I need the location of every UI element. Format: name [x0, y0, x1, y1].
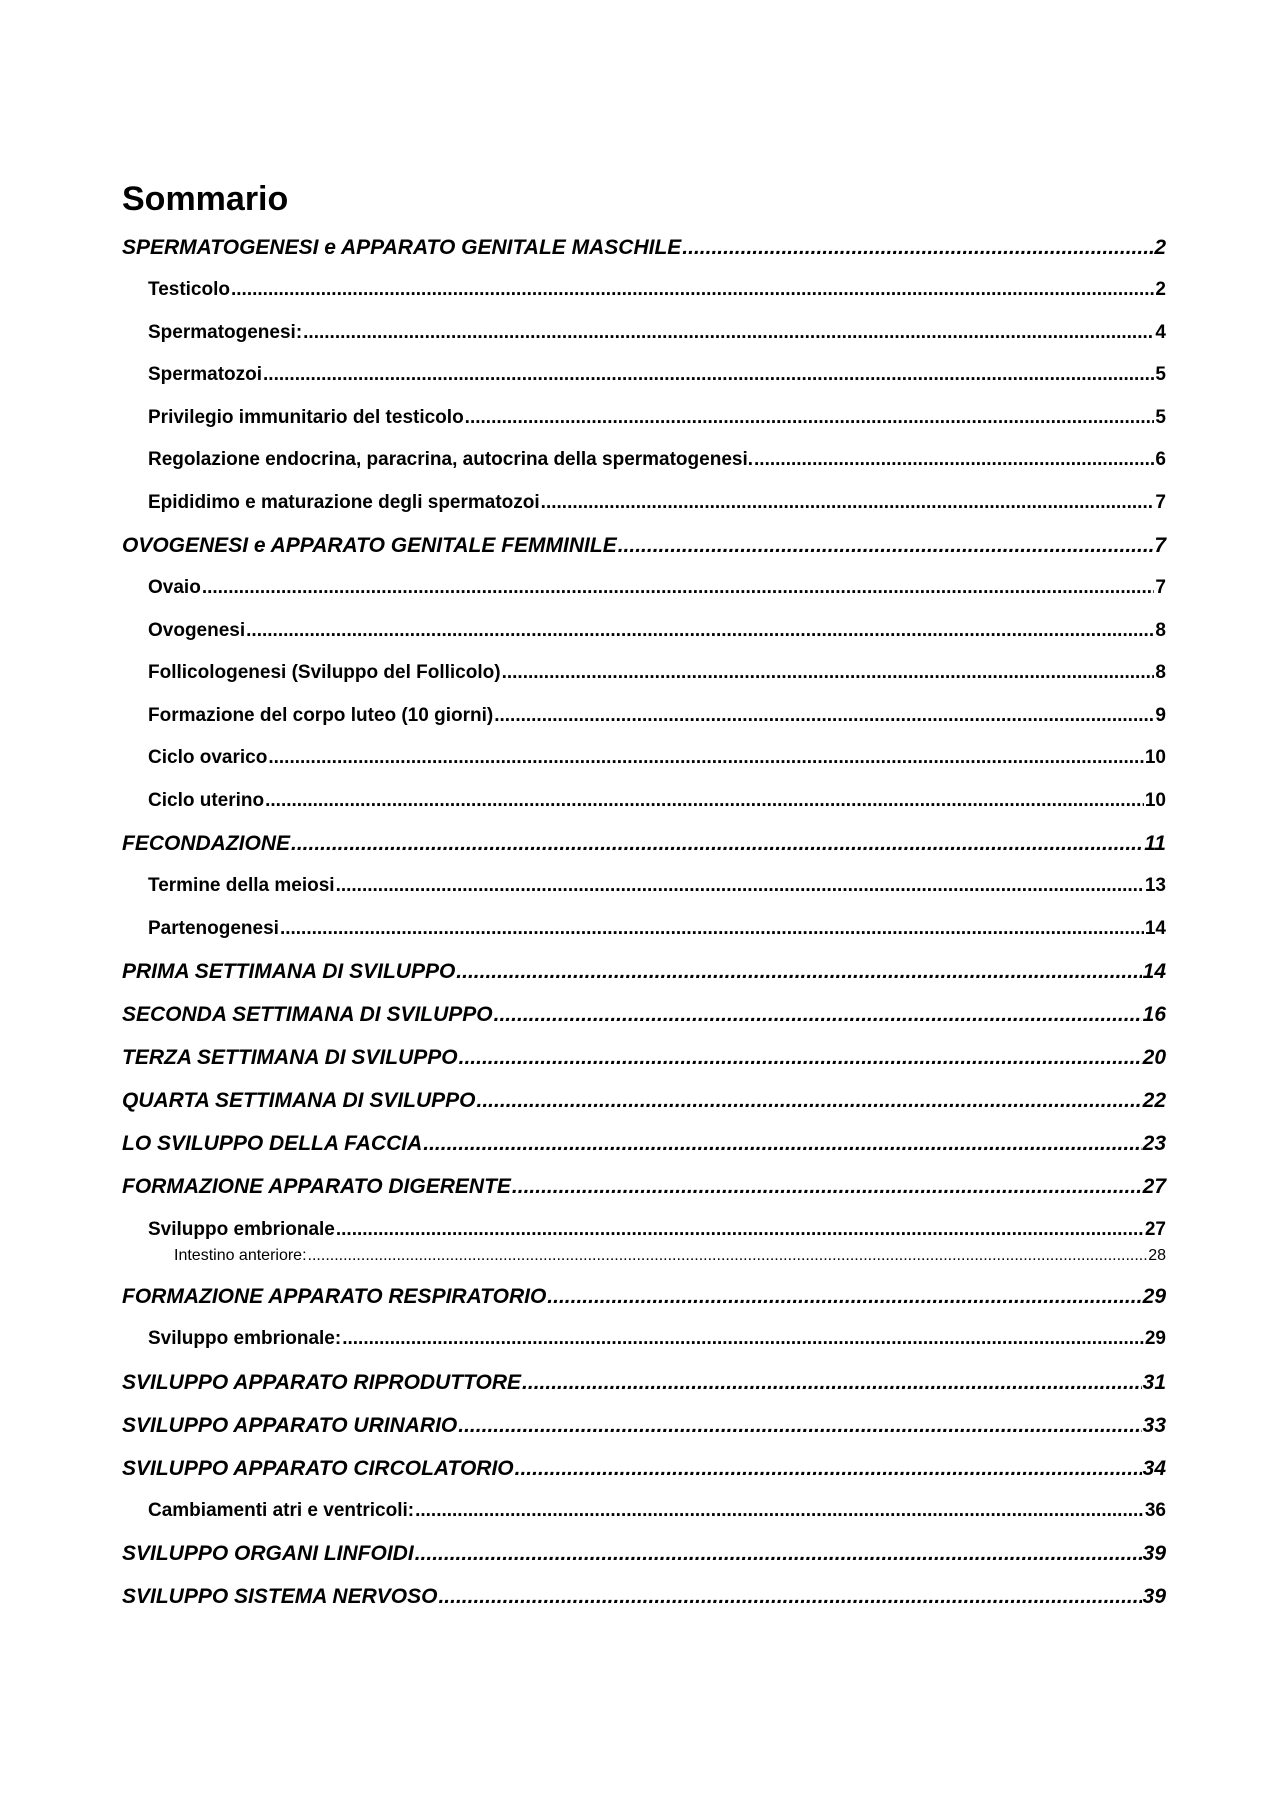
- toc-dot-leader: [268, 737, 1144, 780]
- toc-entry-page-number: 22: [1142, 1089, 1166, 1112]
- toc-entry-label: LO SVILUPPO DELLA FACCIA: [122, 1132, 423, 1155]
- toc-entry-label: SPERMATOGENESI e APPARATO GENITALE MASCHILE: [122, 236, 682, 259]
- toc-entry-level-2[interactable]: [122, 354, 1166, 397]
- toc-entry-page-number: 39: [1142, 1542, 1166, 1565]
- toc-entry-label: Follicologenesi (Sviluppo del Follicolo): [148, 662, 501, 683]
- toc-entry-page-number: 33: [1142, 1413, 1166, 1437]
- toc-entry-level-2[interactable]: [122, 695, 1166, 738]
- toc-entry-level-1[interactable]: [122, 1122, 1166, 1165]
- toc-entry-level-1[interactable]: [122, 1036, 1166, 1079]
- toc-entry-label: QUARTA SETTIMANA DI SVILUPPO: [122, 1089, 476, 1112]
- toc-entry-level-1[interactable]: [122, 226, 1166, 269]
- toc-entry-level-1[interactable]: [122, 993, 1166, 1036]
- toc-entry-label: Epididimo e maturazione degli spermatozoi: [148, 491, 540, 513]
- toc-dot-leader: [231, 269, 1154, 312]
- toc-entry-page-number: 31: [1142, 1370, 1166, 1394]
- toc-entry-page-number: 11: [1144, 832, 1166, 855]
- toc-entry-label: Ovaio: [148, 577, 201, 598]
- toc-dot-leader: [438, 1575, 1141, 1618]
- toc-entry-label: SVILUPPO ORGANI LINFOIDI: [122, 1542, 414, 1565]
- toc-dot-leader: [515, 1447, 1142, 1490]
- toc-entry-page-number: 8: [1155, 662, 1166, 683]
- toc-entry-page-number: 6: [1155, 449, 1166, 470]
- toc-entry-label: SECONDA SETTIMANA DI SVILUPPO: [122, 1003, 493, 1026]
- toc-entry-level-1[interactable]: [122, 1165, 1166, 1208]
- toc-dot-leader: [202, 567, 1155, 610]
- toc-entry-page-number: 14: [1144, 917, 1166, 939]
- toc-entry-level-2[interactable]: [122, 567, 1166, 610]
- toc-entry-label: Sviluppo embrionale: [148, 1219, 335, 1240]
- toc-entry-label: SVILUPPO APPARATO CIRCOLATORIO: [122, 1456, 514, 1480]
- toc-dot-leader: [682, 226, 1153, 269]
- toc-entry-level-1[interactable]: [122, 822, 1166, 865]
- toc-dot-leader: [342, 1318, 1144, 1361]
- toc-entry-label: Formazione del corpo luteo (10 giorni): [148, 704, 494, 726]
- toc-entry-page-number: 9: [1155, 704, 1166, 726]
- toc-entry-level-2[interactable]: [122, 908, 1166, 951]
- toc-entry-label: SVILUPPO APPARATO RIPRODUTTORE: [122, 1370, 522, 1394]
- toc-entry-page-number: 20: [1142, 1046, 1166, 1069]
- toc-dot-leader: [291, 822, 1143, 865]
- toc-entry-level-2[interactable]: [122, 737, 1166, 780]
- toc-entry-level-2[interactable]: [122, 652, 1166, 695]
- toc-entry-page-number: 23: [1142, 1132, 1166, 1155]
- toc-entry-level-2[interactable]: [122, 482, 1166, 525]
- toc-dot-leader: [308, 1244, 1148, 1267]
- toc-entry-page-number: 7: [1155, 491, 1166, 513]
- toc-entry-level-2[interactable]: [122, 312, 1166, 355]
- toc-entry-label: Ciclo ovarico: [148, 747, 268, 768]
- toc-entry-label: Intestino anteriore:: [174, 1247, 307, 1264]
- toc-dot-leader: [512, 1165, 1142, 1208]
- toc-dot-leader: [465, 397, 1155, 440]
- toc-entry-page-number: 28: [1148, 1247, 1166, 1264]
- toc-entry-level-1[interactable]: [122, 1404, 1166, 1447]
- toc-dot-leader: [458, 1404, 1141, 1447]
- toc-entry-page-number: 7: [1155, 577, 1166, 598]
- toc-dot-leader: [415, 1532, 1142, 1575]
- toc-entry-label: FECONDAZIONE: [122, 832, 290, 855]
- toc-dot-leader: [754, 439, 1154, 482]
- toc-entry-level-1[interactable]: [122, 1447, 1166, 1490]
- toc-dot-leader: [265, 780, 1144, 823]
- toc-entry-page-number: 7: [1154, 534, 1166, 557]
- toc-entry-page-number: 39: [1142, 1585, 1166, 1608]
- toc-entry-level-1[interactable]: [122, 1575, 1166, 1618]
- toc-entry-page-number: 5: [1155, 406, 1166, 428]
- document-page: [122, 178, 1166, 1618]
- toc-entry-page-number: 2: [1154, 236, 1166, 259]
- toc-entry-label: Regolazione endocrina, paracrina, autocrina della spermatogenesi.: [148, 449, 754, 470]
- toc-entry-label: SVILUPPO APPARATO URINARIO: [122, 1413, 458, 1437]
- toc-dot-leader: [415, 1490, 1144, 1533]
- toc-entry-label: Spermatozoi: [148, 364, 263, 385]
- toc-entry-label: OVOGENESI e APPARATO GENITALE FEMMINILE: [122, 534, 617, 557]
- toc-entry-page-number: 10: [1144, 747, 1166, 768]
- toc-entry-page-number: 2: [1155, 279, 1166, 300]
- toc-entry-label: Ovogenesi: [148, 619, 246, 641]
- toc-entry-page-number: 13: [1144, 875, 1166, 896]
- toc-entry-label: Partenogenesi: [148, 917, 279, 939]
- toc-entry-page-number: 29: [1142, 1285, 1166, 1308]
- toc-entry-level-2[interactable]: [122, 439, 1166, 482]
- toc-dot-leader: [547, 1275, 1141, 1318]
- toc-entry-level-2[interactable]: [122, 397, 1166, 440]
- toc-entry-label: Sviluppo embrionale:: [148, 1328, 342, 1349]
- toc-dot-leader: [541, 482, 1155, 525]
- toc-entry-page-number: 14: [1142, 960, 1166, 983]
- toc-entry-label: FORMAZIONE APPARATO DIGERENTE: [122, 1175, 511, 1198]
- toc-entry-level-1[interactable]: [122, 1532, 1166, 1575]
- toc-dot-leader: [502, 652, 1155, 695]
- toc-entry-label: Spermatogenesi:: [148, 321, 303, 343]
- toc-entry-level-1[interactable]: [122, 950, 1166, 993]
- toc-entry-level-1[interactable]: [122, 1079, 1166, 1122]
- toc-dot-leader: [477, 1079, 1142, 1122]
- table-of-contents: [122, 226, 1166, 1618]
- toc-entry-label: SVILUPPO SISTEMA NERVOSO: [122, 1585, 438, 1608]
- toc-dot-leader: [423, 1122, 1141, 1165]
- toc-entry-label: Ciclo uterino: [148, 789, 265, 811]
- toc-entry-level-2[interactable]: [122, 269, 1166, 312]
- toc-entry-label: Testicolo: [148, 279, 230, 300]
- toc-entry-page-number: 27: [1142, 1175, 1166, 1198]
- toc-dot-leader: [303, 312, 1154, 355]
- toc-entry-level-2[interactable]: [122, 865, 1166, 908]
- toc-entry-page-number: 5: [1155, 364, 1166, 385]
- toc-dot-leader: [456, 950, 1141, 993]
- toc-entry-page-number: 36: [1144, 1499, 1166, 1521]
- toc-entry-level-2[interactable]: [122, 1208, 1166, 1244]
- toc-dot-leader: [336, 1216, 1144, 1244]
- toc-entry-level-1[interactable]: [122, 1267, 1166, 1318]
- toc-dot-leader: [618, 524, 1154, 567]
- toc-dot-leader: [522, 1361, 1142, 1404]
- toc-entry-label: Cambiamenti atri e ventricoli:: [148, 1499, 415, 1521]
- toc-entry-level-2[interactable]: [122, 1318, 1166, 1361]
- toc-dot-leader: [263, 354, 1154, 397]
- toc-entry-page-number: 34: [1142, 1456, 1166, 1480]
- toc-entry-level-1[interactable]: [122, 524, 1166, 567]
- toc-entry-level-1[interactable]: [122, 1361, 1166, 1404]
- toc-entry-label: Privilegio immunitario del testicolo: [148, 406, 464, 428]
- toc-entry-label: TERZA SETTIMANA DI SVILUPPO: [122, 1046, 458, 1069]
- toc-entry-page-number: 27: [1144, 1219, 1166, 1240]
- toc-dot-leader: [280, 908, 1144, 951]
- toc-entry-page-number: 29: [1144, 1328, 1166, 1349]
- toc-entry-level-2[interactable]: [122, 780, 1166, 823]
- toc-entry-page-number: 10: [1144, 789, 1166, 811]
- toc-entry-page-number: 16: [1142, 1003, 1166, 1026]
- toc-dot-leader: [459, 1036, 1142, 1079]
- toc-entry-page-number: 8: [1155, 619, 1166, 641]
- toc-entry-label: PRIMA SETTIMANA DI SVILUPPO: [122, 960, 456, 983]
- page-title: Sommario: [122, 180, 289, 218]
- toc-dot-leader: [494, 695, 1154, 738]
- toc-dot-leader: [336, 865, 1144, 908]
- toc-dot-leader: [246, 610, 1154, 653]
- toc-entry-page-number: 4: [1155, 321, 1166, 343]
- toc-entry-level-2[interactable]: [122, 1490, 1166, 1533]
- toc-dot-leader: [494, 993, 1142, 1036]
- toc-entry-level-3[interactable]: [122, 1244, 1166, 1267]
- toc-entry-label: Termine della meiosi: [148, 875, 335, 896]
- toc-entry-level-2[interactable]: [122, 610, 1166, 653]
- toc-entry-label: FORMAZIONE APPARATO RESPIRATORIO: [122, 1285, 547, 1308]
